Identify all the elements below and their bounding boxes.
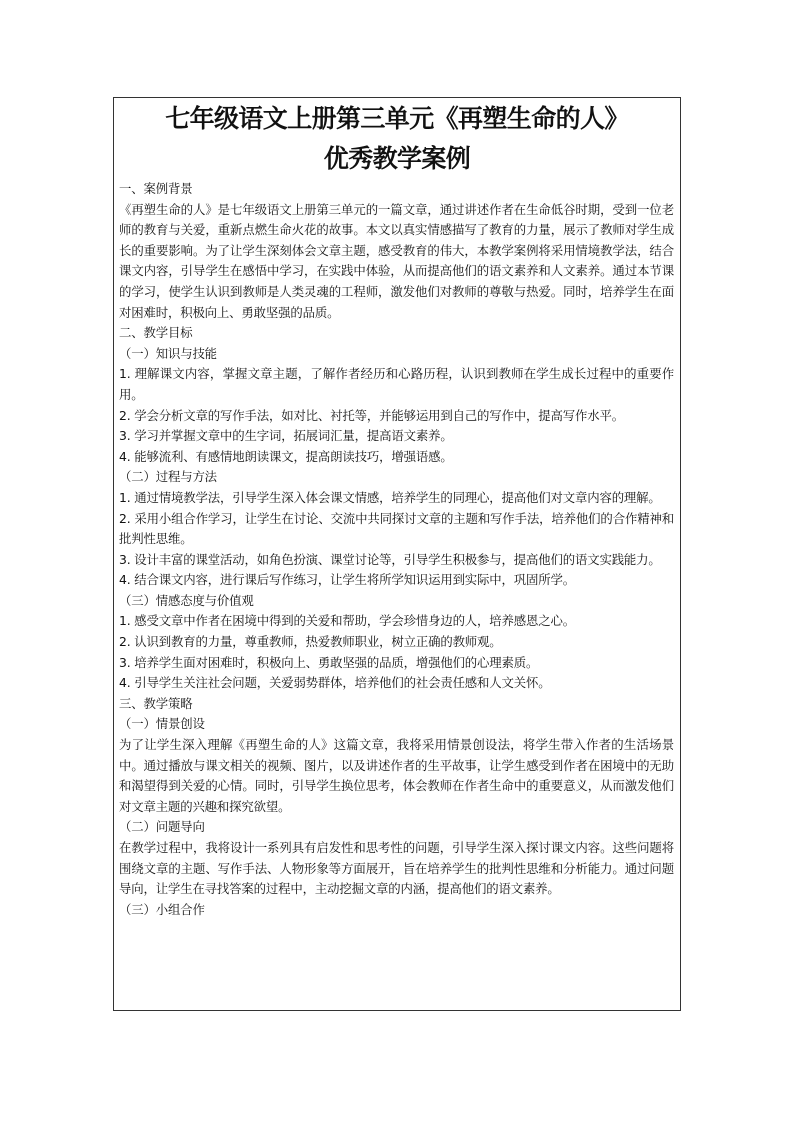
subheading-questions: （二）问题导向 — [119, 819, 205, 835]
subheading-knowledge: （一）知识与技能 — [119, 345, 217, 361]
list-item: 1. 感受文章中作者在困境中得到的关爱和帮助，学会珍惜身边的人，培养感恩之心。 — [119, 613, 575, 629]
subheading-emotion: （三）情感态度与价值观 — [119, 592, 254, 608]
list-item: 3. 学习并掌握文章中的生字词，拓展词汇量，提高语文素养。 — [119, 428, 453, 444]
list-item: 1. 通过情境教学法，引导学生深入体会课文情感，培养学生的同理心，提高他们对文章内容的理解。 — [119, 489, 661, 505]
list-item: 2. 学会分析文章的写作手法，如对比、衬托等，并能够运用到自己的写作中，提高写作水平。 — [119, 407, 624, 423]
document-title — [114, 99, 680, 179]
subheading-scenario: （一）情景创设 — [119, 716, 205, 732]
scenario-paragraph: 为了让学生深入理解《再塑生命的人》这篇文章，我将采用情景创设法，将学生带入作者的生活场景中。通过播放与课文相关的视频、图片，以及讲述作者的生平故事，让学生感受到作者在困境中的无助和渴望得到关爱的心情。同时，引导学生换位思考，体会教师在作者生命中的重要意义，从而激发他们对文章主题的兴趣和探究欲望。 — [119, 737, 674, 814]
questions-paragraph: 在教学过程中，我将设计一系列具有启发性和思考性的问题，引导学生深入探讨课文内容。这些问题将围绕文章的主题、写作手法、人物形象等方面展开，旨在培养学生的批判性思维和分析能力。通过问题导向，让学生在寻找答案的过程中，主动挖掘文章的内涵，提高他们的语文素养。 — [119, 840, 674, 897]
section-heading-strategy: 三、教学策略 — [119, 695, 193, 711]
title-line-1: 七年级语文上册第三单元《再塑生命的人》 — [165, 104, 629, 133]
section-heading-background: 一、案例背景 — [119, 181, 193, 196]
subheading-group: （三）小组合作 — [119, 901, 205, 917]
section-heading-goals: 二、教学目标 — [119, 325, 193, 341]
list-item: 4. 引导学生关注社会问题，关爱弱势群体，培养他们的社会责任感和人文关怀。 — [119, 675, 551, 691]
title-line-2: 优秀教学案例 — [323, 144, 471, 173]
list-item: 3. 培养学生面对困难时，积极向上、勇敢坚强的品质，增强他们的心理素质。 — [119, 654, 539, 670]
list-item: 4. 结合课文内容，进行课后写作练习，让学生将所学知识运用到实际中，巩固所学。 — [119, 572, 575, 588]
list-item: 1. 理解课文内容，掌握文章主题，了解作者经历和心路历程，认识到教师在学生成长过程中的重要作用。 — [119, 366, 674, 402]
list-item: 2. 采用小组合作学习，让学生在讨论、交流中共同探讨文章的主题和写作手法，培养他们的合作精神和批判性思维。 — [119, 510, 674, 547]
list-item: 3. 设计丰富的课堂活动，如角色扮演、课堂讨论等，引导学生积极参与，提高他们的语文实践能力。 — [119, 551, 661, 567]
background-paragraph: 《再塑生命的人》是七年级语文上册第三单元的一篇文章，通过讲述作者在生命低谷时期，受到一位老师的教育与关爱，重新点燃生命火花的故事。本文以真实情感描写了教育的力量，展示了教师对学生成长的重要影响。为了让学生深刻体会文章主题，感受教育的伟大，本教学案例将采用情境教学法，结合课文内容，引导学生在感悟中学习，在实践中体验，从而提高他们的语文素养和人文素养。通过本节课的学习，使学生认识到教师是人类灵魂的工程师，激发他们对教师的尊敬与热爱。同时，培养学生在面对困难时，积极向上、勇敢坚强的品质。 — [119, 201, 674, 320]
document-frame — [113, 97, 681, 1011]
subheading-process: （二）过程与方法 — [119, 469, 217, 485]
list-item: 4. 能够流利、有感情地朗读课文，提高朗读技巧，增强语感。 — [119, 448, 453, 464]
document-body — [114, 179, 680, 920]
list-item: 2. 认识到教育的力量，尊重教师，热爱教师职业，树立正确的教师观。 — [119, 634, 502, 650]
